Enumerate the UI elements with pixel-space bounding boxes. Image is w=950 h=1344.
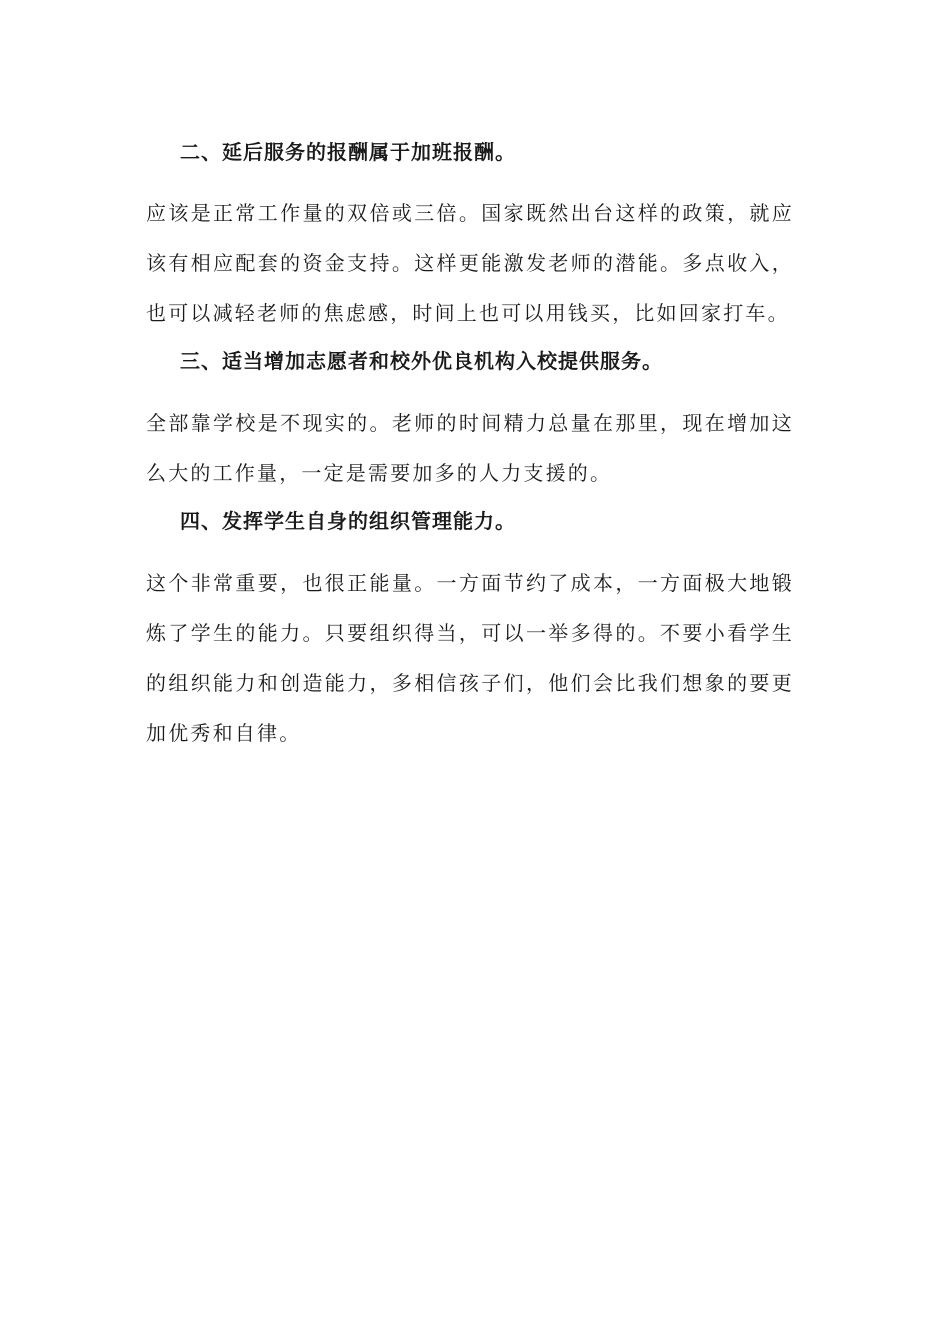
section-body-3: 全部靠学校是不现实的。老师的时间精力总量在那里，现在增加这么大的工作量，一定是需要加多的人力支援的。 [146,411,794,485]
section-heading-2: 二、延后服务的报酬属于加班报酬。 [180,140,516,164]
section-body-2: 应该是正常工作量的双倍或三倍。国家既然出台这样的政策，就应该有相应配套的资金支持。这样更能激发老师的潜能。多点收入，也可以减轻老师的焦虑感，时间上也可以用钱买，比如回家打车。 [146,201,794,325]
section-heading-3: 三、适当增加志愿者和校外优良机构入校提供服务。 [180,349,663,373]
section-body-4: 这个非常重要，也很正能量。一方面节约了成本，一方面极大地锻炼了学生的能力。只要组织得当，可以一举多得的。不要小看学生的组织能力和创造能力，多相信孩子们，他们会比我们想象的要更加优秀和自律。 [146,571,794,745]
section-heading-4: 四、发挥学生自身的组织管理能力。 [180,509,516,533]
